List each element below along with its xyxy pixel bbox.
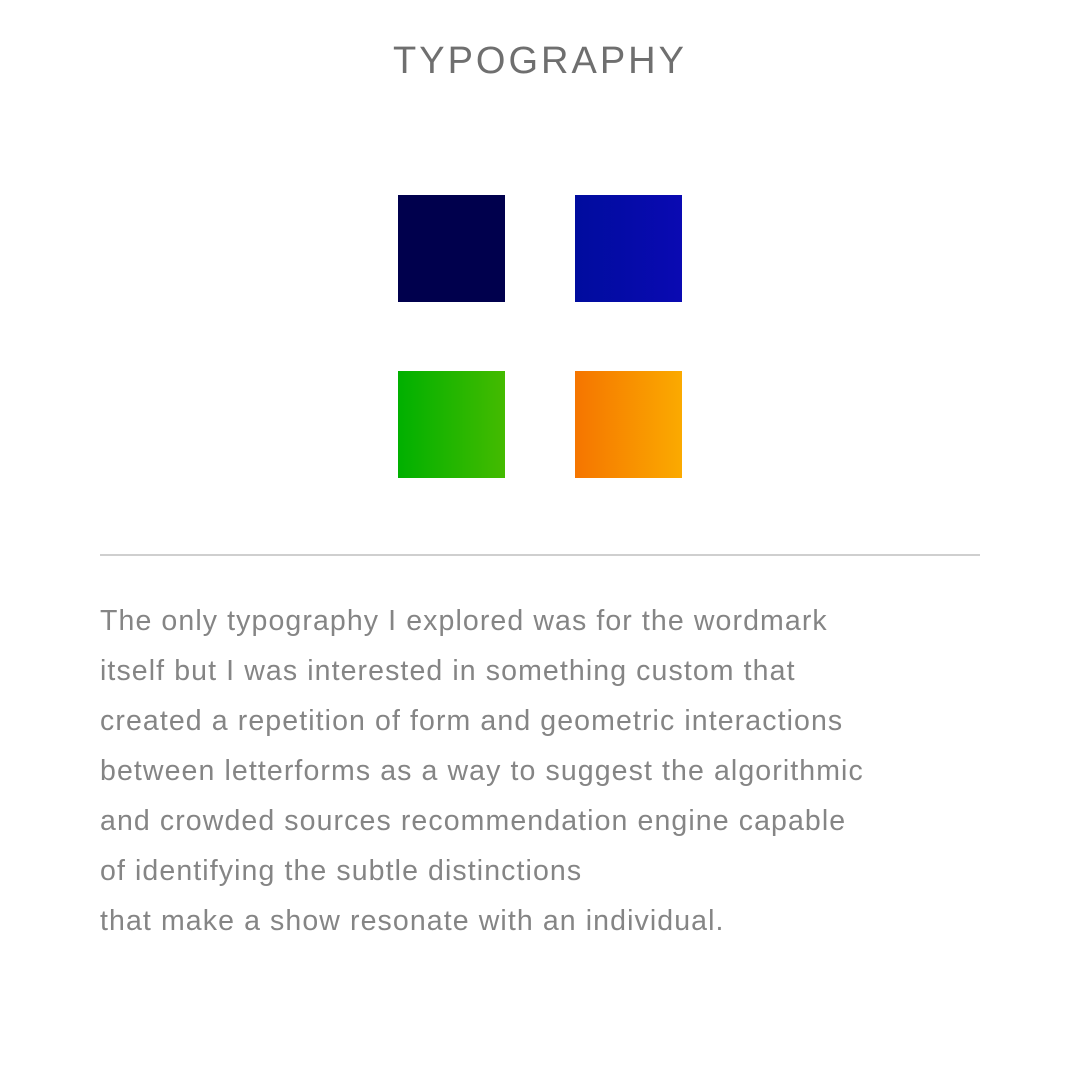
body-line: itself but I was interested in something custom that	[100, 655, 796, 687]
body-line: created a repetition of form and geometric interactions	[100, 705, 844, 737]
green-color-swatch	[398, 371, 505, 478]
navy-color-swatch	[398, 195, 505, 302]
section-divider	[100, 554, 980, 556]
body-line: The only typography I explored was for the wordmark	[100, 605, 828, 637]
body-line: that make a show resonate with an individual.	[100, 905, 725, 937]
orange-color-swatch	[575, 371, 682, 478]
body-line: and crowded sources recommendation engine capable	[100, 805, 847, 837]
body-paragraph	[100, 596, 1000, 946]
body-line: between letterforms as a way to suggest the algorithmic	[100, 755, 864, 787]
body-line: of identifying the subtle distinctions	[100, 855, 583, 887]
blue-color-swatch	[575, 195, 682, 302]
page-title: TYPOGRAPHY	[393, 40, 687, 82]
